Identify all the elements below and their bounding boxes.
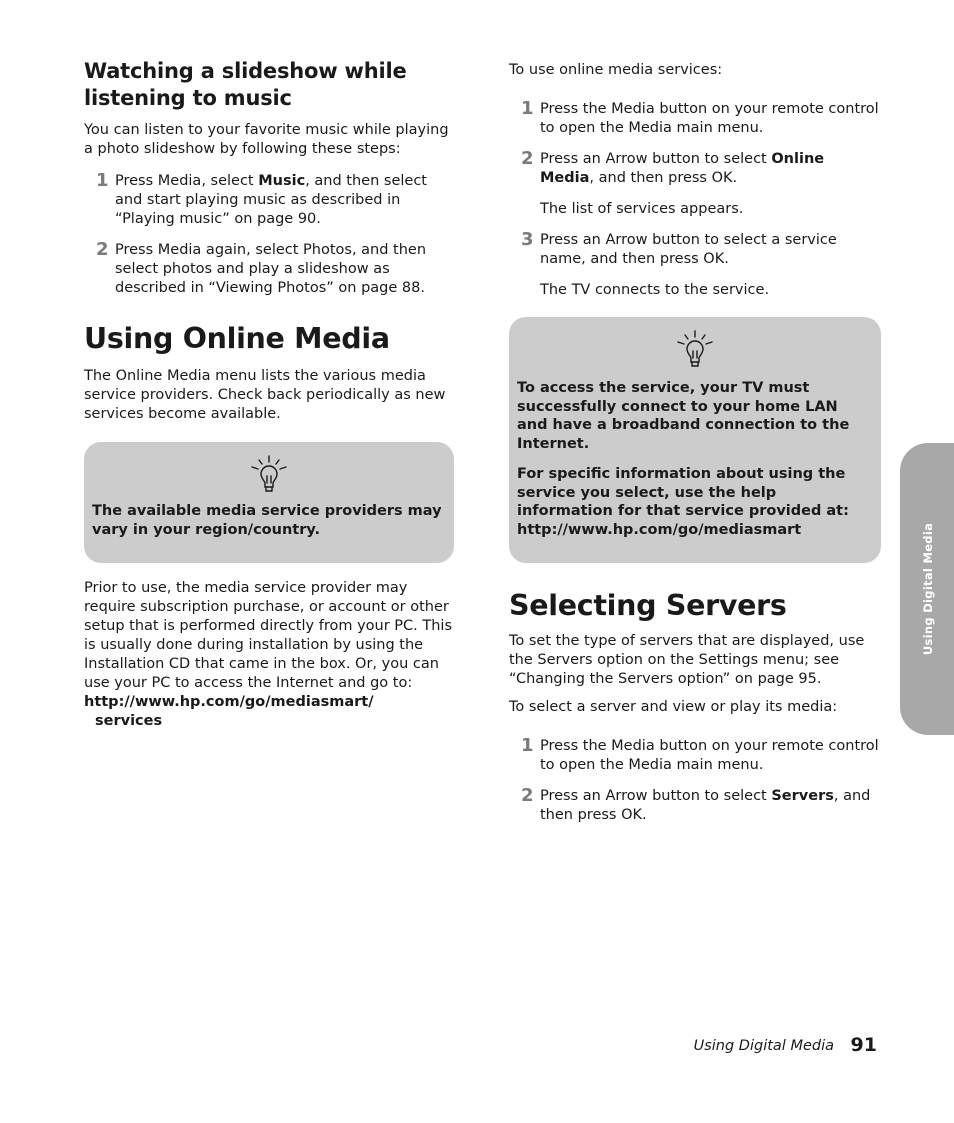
- step-text: Press Media, select: [115, 173, 259, 189]
- prior-use-text: Prior to use, the media service provider may require subscription purchase, or account or other setup that is performed directly from your PC. This is usually done during installation by using the Installation CD that came in the box. Or, you can use your PC to access the Internet and go to:: [84, 580, 452, 691]
- slideshow-heading: Watching a slideshow while listening to music: [84, 59, 407, 110]
- online-media-heading: Using Online Media: [84, 322, 390, 355]
- step-text: , and then press OK.: [589, 170, 738, 186]
- note-box: [509, 317, 881, 563]
- right-column: [509, 58, 881, 825]
- tv-connects-text: The TV connects to the service.: [540, 282, 770, 298]
- servers-step-1: [509, 737, 881, 775]
- step-bold-text: Music: [258, 173, 306, 189]
- lightbulb-icon: [675, 329, 715, 369]
- step-text: Press an Arrow button to select: [540, 788, 772, 804]
- page-number: 91: [850, 1034, 877, 1056]
- step-number: 3: [521, 229, 534, 250]
- step-number: 2: [521, 148, 534, 169]
- note-text: The available media service providers may vary in your region/country.: [92, 503, 442, 538]
- note-box: [84, 442, 454, 563]
- slideshow-step-2: [84, 241, 454, 298]
- side-tab-label: Using Digital Media: [921, 522, 935, 656]
- step-text: Press an Arrow button to select: [540, 151, 772, 167]
- servers-intro: To set the type of servers that are displayed, use the Servers option on the Settings menu; see “Changing the Servers option” on page 95.: [509, 633, 865, 687]
- services-url[interactable]: [84, 693, 454, 731]
- note-text: For specific information about using the service you select, use the help information for that service provided at: http://www.hp.com/go/mediasmart: [517, 466, 849, 538]
- use-online-intro: To use online media services:: [509, 62, 723, 78]
- list-appears-text: The list of services appears.: [540, 201, 744, 217]
- url-line[interactable]: services: [95, 713, 163, 729]
- note-text: To access the service, your TV must successfully connect to your home LAN and have a broadband connection to the Internet.: [517, 380, 850, 452]
- online-step-1: [509, 100, 881, 138]
- step-number: 1: [96, 170, 109, 191]
- step-text: Press Media again, select Photos, and then select photos and play a slideshow as described in “Viewing Photos” on page 88.: [115, 242, 427, 296]
- left-column: [84, 58, 454, 731]
- step-number: 1: [521, 735, 534, 756]
- lightbulb-icon: [249, 454, 289, 494]
- slideshow-step-1: [84, 172, 454, 229]
- step-number: 1: [521, 98, 534, 119]
- servers-select-text: To select a server and view or play its media:: [509, 699, 838, 715]
- step-text: Press the Media button on your remote control to open the Media main menu.: [540, 101, 879, 136]
- step-number: 2: [96, 239, 109, 260]
- step-bold-text: Servers: [771, 788, 834, 804]
- step-text: Press the Media button on your remote control to open the Media main menu.: [540, 738, 879, 773]
- slideshow-intro: You can listen to your favorite music while playing a photo slideshow by following these steps:: [84, 122, 449, 157]
- online-step-3: [509, 231, 881, 269]
- step-bold-text: Online Media: [540, 151, 825, 186]
- step-number: 2: [521, 785, 534, 806]
- selecting-servers-heading: Selecting Servers: [509, 589, 787, 622]
- step-text: , and then press OK.: [540, 788, 871, 823]
- online-step-2: [509, 150, 881, 188]
- footer-chapter-title: Using Digital Media: [693, 1038, 834, 1054]
- servers-step-2: [509, 787, 881, 825]
- online-media-intro: The Online Media menu lists the various media service providers. Check back periodically as new services become available.: [84, 368, 446, 422]
- step-text: , and then select and start playing music as described in “Playing music” on page 90.: [115, 173, 427, 227]
- url-line[interactable]: http://www.hp.com/go/mediasmart/: [84, 694, 374, 710]
- step-text: Press an Arrow button to select a service name, and then press OK.: [540, 232, 837, 267]
